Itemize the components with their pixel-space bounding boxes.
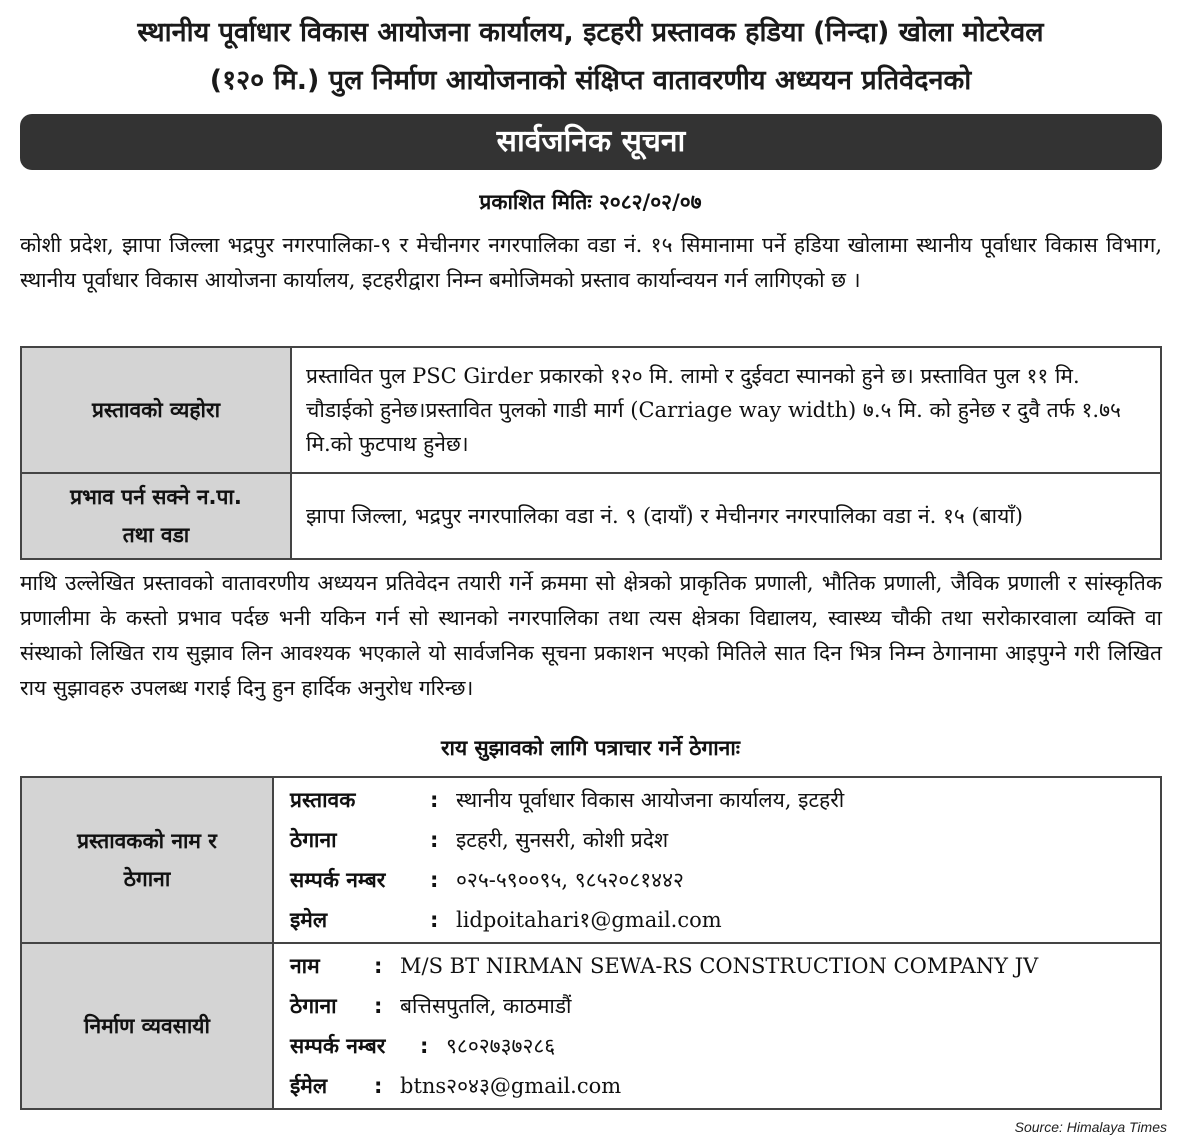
contractor-name-line <box>290 946 1150 986</box>
contractor-phone-value: ९८०२७३७२८६ <box>446 1034 556 1058</box>
proponent-phone-key: सम्पर्क नम्बर <box>290 868 386 892</box>
colon: : <box>374 1074 383 1098</box>
proponent-details <box>273 777 1161 943</box>
proponent-address-key: ठेगाना <box>290 828 337 852</box>
public-notice-banner: सार्वजनिक सूचना <box>20 114 1162 170</box>
correspondence-address-heading: राय सुझावको लागि पत्राचार गर्ने ठेगानाः <box>440 736 741 760</box>
proponent-phone-line <box>290 860 1150 900</box>
proposal-description-label: प्रस्तावको व्यहोरा <box>21 347 291 473</box>
proponent-label <box>21 777 273 943</box>
proposal-description-value: प्रस्तावित पुल PSC Girder प्रकारको १२० मि. लामो र दुईवटा स्पानको हुने छ। प्रस्तावित पुल ११ मि. चौडाईको हुनेछ।प्रस्तावित पुलको गाडी मार्ग (Carriage way width) ७.५ मि. को हुनेछ र दुवै तर्फ १.७५ मि.को फुटपाथ हुनेछ। <box>291 347 1161 473</box>
proponent-name-value: स्थानीय पूर्वाधार विकास आयोजना कार्यालय, इटहरी <box>456 788 845 812</box>
contact-table <box>20 776 1162 1110</box>
contractor-phone-key: सम्पर्क नम्बर <box>290 1034 386 1058</box>
proponent-email-value: lidpoitahari१@gmail.com <box>456 908 722 932</box>
contractor-address-value: बत्तिसपुतलि, काठमाडौं <box>400 994 572 1018</box>
proponent-phone-value: ०२५-५९००९५, ९८५२०८१४४२ <box>456 868 684 892</box>
contractor-row <box>21 943 1161 1109</box>
contractor-email-line <box>290 1066 1150 1106</box>
colon: : <box>430 908 439 932</box>
affected-area-value: झापा जिल्ला, भद्रपुर नगरपालिका वडा नं. ९ (दायाँ) र मेचीनगर नगरपालिका वडा नं. १५ (बायाँ) <box>291 473 1161 559</box>
proponent-email-key: इमेल <box>290 908 328 932</box>
published-date: प्रकाशित मितिः २०८२/०२/०७ <box>479 190 702 214</box>
proponent-name-line <box>290 780 1150 820</box>
proposal-description-row <box>21 347 1161 473</box>
contractor-details <box>273 943 1161 1109</box>
notice-title-line-1: स्थानीय पूर्वाधार विकास आयोजना कार्यालय, इटहरी प्रस्तावक हडिया (निन्दा) खोला मोटरेवल <box>137 17 1044 48</box>
proponent-address-line <box>290 820 1150 860</box>
contractor-address-line <box>290 986 1150 1026</box>
proponent-label-line-2: ठेगाना <box>123 867 171 891</box>
colon: : <box>374 954 383 978</box>
affected-area-label-line-2: तथा वडा <box>122 523 190 547</box>
contractor-phone-line <box>290 1026 1150 1066</box>
proposal-table <box>20 346 1162 560</box>
contractor-name-key: नाम <box>290 954 320 978</box>
proponent-row <box>21 777 1161 943</box>
proponent-email-line <box>290 900 1150 940</box>
proponent-address-value: इटहरी, सुनसरी, कोशी प्रदेश <box>456 828 669 852</box>
contractor-label: निर्माण व्यवसायी <box>21 943 273 1109</box>
colon: : <box>430 828 439 852</box>
affected-area-label <box>21 473 291 559</box>
colon: : <box>420 1034 429 1058</box>
body-paragraph: माथि उल्लेखित प्रस्तावको वातावरणीय अध्ययन प्रतिवेदन तयारी गर्ने क्रममा सो क्षेत्रको प्राकृतिक प्रणाली, भौतिक प्रणाली, जैविक प्रणाली र सांस्कृतिक प्रणालीमा के कस्तो प्रभाव पर्दछ भनी यकिन गर्न सो स्थानको नगरपालिका तथा त्यस क्षेत्रका विद्यालय, स्वास्थ्य चौकी तथा सरोकारवाला व्यक्ति वा संस्थाको लिखित राय सुझाव लिन आवश्यक भएकाले यो सार्वजनिक सूचना प्रकाशन भएको मितिले सात दिन भित्र निम्न ठेगानामा आइपुग्ने गरी लिखित राय सुझावहरु उपलब्ध गराई दिनु हुन हार्दिक अनुरोध गरिन्छ। <box>20 571 1162 700</box>
source-credit: Source: Himalaya Times <box>1014 1119 1167 1135</box>
contractor-email-key: ईमेल <box>290 1074 328 1098</box>
contractor-name-value: M/S BT NIRMAN SEWA-RS CONSTRUCTION COMPANY JV <box>400 954 1039 978</box>
notice-title-line-2: (१२० मि.) पुल निर्माण आयोजनाको संक्षिप्त वातावरणीय अध्ययन प्रतिवेदनको <box>209 65 972 96</box>
colon: : <box>374 994 383 1018</box>
proponent-name-key: प्रस्तावक <box>290 788 356 812</box>
proponent-label-line-1: प्रस्तावकको नाम र <box>77 829 217 853</box>
affected-area-label-line-1: प्रभाव पर्न सक्ने न.पा. <box>70 485 242 509</box>
colon: : <box>430 788 439 812</box>
affected-area-row <box>21 473 1161 559</box>
colon: : <box>430 868 439 892</box>
contractor-address-key: ठेगाना <box>290 994 337 1018</box>
intro-paragraph: कोशी प्रदेश, झापा जिल्ला भद्रपुर नगरपालिका-९ र मेचीनगर नगरपालिका वडा नं. १५ सिमानामा पर्ने हडिया खोलामा स्थानीय पूर्वाधार विकास विभाग, स्थानीय पूर्वाधार विकास आयोजना कार्यालय, इटहरीद्वारा निम्न बमोजिमको प्रस्ताव कार्यान्वयन गर्न लागिएको छ । <box>20 233 1162 292</box>
contractor-email-value: btns२०४३@gmail.com <box>400 1074 622 1098</box>
